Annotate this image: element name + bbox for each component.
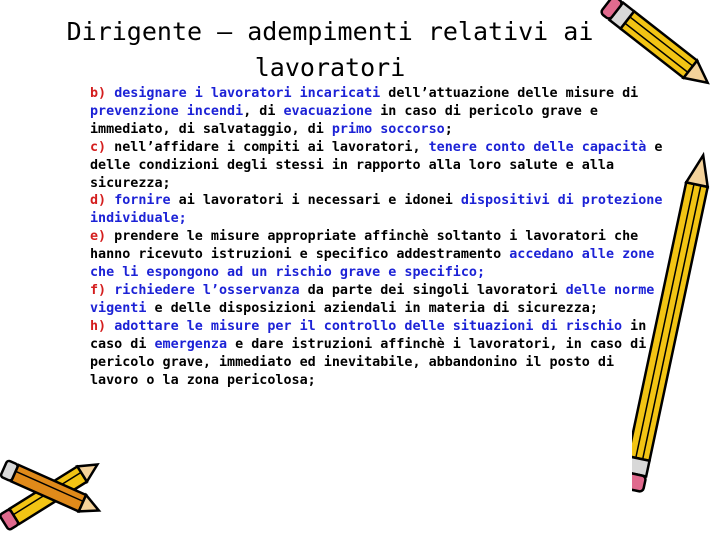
paragraph-item [90,282,665,318]
paragraph-text: in caso di [90,318,647,352]
paragraph-text: da parte dei singoli lavoratori [299,282,566,298]
paragraph-item [90,318,665,390]
paragraph-text [106,319,114,334]
highlighted-text: tenere conto delle capacità [428,139,647,155]
paragraph-text: ai lavoratori i necessari e idonei [170,193,461,209]
highlighted-text: dispositivi di protezione individuale; [90,193,663,227]
paragraph-text: e dare istruzioni affinchè i lavoratori, in caso di pericolo grave, immediato ed inevitabile, abbandonino il posto di lavoro o la zona pericolosa; [90,336,647,388]
pencil-top-right-icon [598,0,720,92]
paragraph-item [90,228,665,282]
paragraph-text: , di [243,103,284,119]
paragraph-text: nell’affidare i compiti ai lavoratori, [106,139,429,155]
paragraph-text [106,86,114,101]
crossed-pencils-icon [0,436,110,536]
paragraph-text: e delle disposizioni aziendali in materia di sicurezza; [146,300,598,316]
slide-body [90,85,665,389]
paragraph-text: prendere le misure appropriate affinchè soltanto i lavoratori che hanno ricevuto istruzioni e specifico addestramento [90,229,639,263]
highlighted-text: primo soccorso [331,121,445,137]
paragraph-item [90,139,665,193]
highlighted-text: emergenza [154,336,228,352]
paragraph-letter: e) [90,229,107,245]
highlighted-text: evacuazione [283,103,373,119]
paragraph-text [106,193,114,208]
highlighted-text: richiedere l’osservanza [114,282,300,298]
paragraph-text: ; [444,121,453,137]
paragraph-item [90,192,665,228]
paragraph-letter: d) [90,193,107,209]
paragraph-text: e delle condizioni degli stessi in rapporto alla loro salute e alla sicurezza; [90,139,663,191]
paragraph-letter: f) [90,282,107,298]
paragraph-letter: h) [90,318,107,334]
highlighted-text: delle norme vigenti [90,282,655,316]
highlighted-text: accedano alle zone che li espongono ad un rischio grave e specifico; [90,247,655,281]
paragraph-item [90,85,665,139]
paragraph-letter: c) [90,139,107,155]
highlighted-text: designare i lavoratori incaricati [114,86,381,101]
highlighted-text: fornire [114,193,171,209]
highlighted-text: prevenzione incendi [90,103,244,119]
highlighted-text: adottare le misure per il controllo delle situazioni di rischio [114,318,623,334]
paragraph-letter: b) [90,86,107,101]
paragraph-text [106,283,114,298]
slide-title: Dirigente – adempimenti relativi ai lavoratori [66,17,594,82]
paragraph-text: dell’attuazione delle misure di [380,86,639,101]
paragraph-text: in caso di pericolo grave e immediato, di salvataggio, di [90,103,598,137]
